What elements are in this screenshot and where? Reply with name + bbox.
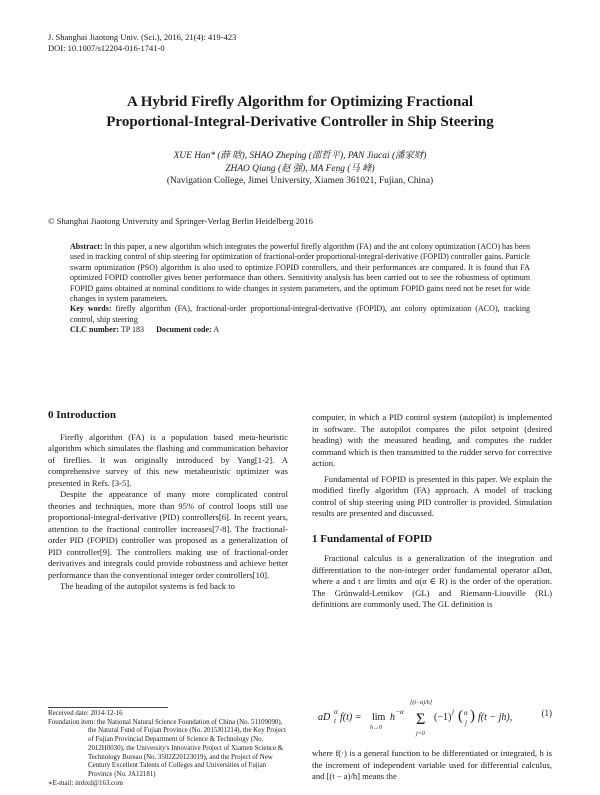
svg-text:h→0: h→0	[370, 725, 382, 731]
section-title-fundamental: 1 Fundamental of FOPID	[312, 532, 433, 545]
svg-text:h: h	[390, 712, 395, 723]
svg-text:[(t−a)/h]: [(t−a)/h]	[410, 700, 433, 706]
title-line-1: A Hybrid Firefly Algorithm for Optimizing Fractional	[126, 94, 474, 110]
svg-text:α: α	[334, 708, 338, 716]
abstract-text: In this paper, a new algorithm which integrates the powerful firefly algorithm (FA) and the ant colony optimization (ACO) has been used in tracking control of ship steering for optimization of fractional-order proportional-integral-derivative (FOPID) controller gains. Particle swarm optimization (PSO) algorithm is also used to optimize FOPID controllers, and their performances are compared. It is found that FA optimized FOPID controller gives better performance than others. Sensitivity analysis has been carried out to see the robustness of optimum FOPID gains obtained at nominal conditions to wide changes in system parameters, and the optimum FOPID gains need not be reset for wide changes in system parameters.	[70, 242, 530, 304]
equation-1	[312, 690, 552, 740]
intro-paragraph-3: The heading of the autopilot systems is fed back to	[60, 581, 235, 591]
svg-text:j: j	[465, 719, 467, 727]
intro-paragraph-2: Despite the appearance of many more complicated control theories and techniques, more than 95% of control loops still use proportional-integral-derivative (PID) controllers[6]. In recent years, attention to the fractional controller increases[7-8]. The fractional-order PID (FOPID) controller was proposed as a generalization of PID controller[9]. The controllers making use of fractional-order derivatives and integrals could provide robustness and achieve better performance than the conventional integer order controllers[10].	[48, 489, 288, 580]
svg-text:f(t) =: f(t) =	[340, 712, 362, 723]
journal-citation: J. Shanghai Jiaotong Univ. (Sci.), 2016, 21(4): 419-423	[48, 32, 237, 42]
svg-text:(−1): (−1)	[434, 712, 452, 723]
svg-text:Σ: Σ	[416, 711, 426, 728]
received-date: Received date: 2014-12-16	[48, 710, 123, 717]
author-line-2: ZHAO Qiang (赵 强), MA Feng (马 峰)	[225, 163, 375, 174]
doccode-value: A	[213, 325, 220, 335]
footnote-divider	[48, 707, 168, 708]
equation-number: (1)	[541, 708, 552, 718]
author-line-1: XUE Han* (薛 晗), SHAO Zheping (邵哲平), PAN Jiacai (潘家财)	[173, 151, 427, 161]
journal-doi: DOI: 10.1007/s12204-016-1741-0	[48, 43, 165, 53]
svg-text:α: α	[464, 709, 468, 717]
fundamental-paragraph-1: Fractional calculus is a generalization of the integration and differentiation to the non-integer order fundamental operator aDαt, where a and t are limits and α(α ∈ R) is the order of the operation. The Grünwald-Letnikov (GL) and Riemann-Liouville (RL) definitions are commonly used. The GL definition is	[312, 553, 552, 609]
fundamental-paragraph-2: where f(·) is a general function to be differentiated or integrated, h is the increment of independent variable used for differential calculus, and [(t − a)/h] means the	[312, 748, 552, 781]
svg-text:j: j	[452, 708, 454, 716]
svg-text:−α: −α	[396, 708, 404, 716]
author-block	[60, 150, 540, 188]
gl-definition-formula	[312, 690, 532, 740]
svg-text:): )	[470, 708, 475, 724]
abstract-block	[70, 242, 530, 336]
affiliation: (Navigation College, Jimei University, Xiamen 361021, Fujian, China)	[166, 176, 434, 186]
abstract-label: Abstract:	[70, 242, 103, 251]
paper-title	[60, 92, 540, 132]
left-column	[48, 410, 288, 593]
clc-value: TP 183	[120, 325, 145, 335]
svg-text:aD: aD	[318, 712, 331, 723]
title-line-2: Proportional-Integral-Derivative Controller in Ship Steering	[106, 114, 494, 130]
svg-text:f(t − jh),: f(t − jh),	[478, 712, 513, 723]
right-paragraph-1: computer, in which a PID control system (autopilot) is implemented in software. The autopilot compares the pilot setpoint (desired heading) with the measured heading, and computes the rudder command which is then transmitted to the rudder servo for corrective action.	[312, 412, 552, 468]
right-column-tail	[312, 748, 552, 783]
intro-paragraph-1: Firefly algorithm (FA) is a population based meta-heuristic algorithm which simulates the flashing and communication behavior of fireflies. It was originally introduced by Yang[1-2]. A comprehensive survey of this new metaheuristic optimizer was presented in Refs. [3-5].	[48, 431, 288, 488]
journal-header	[48, 32, 236, 54]
footnotes	[48, 710, 288, 788]
clc-label: CLC number:	[70, 325, 119, 335]
doccode-label: Document code:	[156, 325, 212, 335]
right-paragraph-2: Fundamental of FOPID is presented in this paper. We explain the modified firefly algorithm (FA) approach. A model of tracking control of ship steering using PID controller is provided. Simulation results are presented and discussed.	[312, 473, 552, 518]
keywords-text: firefly algorithm (FA), fractional-order proportional-integral-derivative (FOPID), ant colony optimization (ACO), tracking control, ship steering	[70, 304, 531, 324]
right-column	[312, 412, 552, 611]
svg-text:j=0: j=0	[416, 731, 425, 737]
svg-text:lim: lim	[372, 712, 386, 723]
copyright-notice: © Shanghai Jiaotong University and Springer-Verlag Berlin Heidelberg 2016	[48, 216, 313, 226]
foundation-item: Foundation item: the National Natural Science Foundation of China (No. 51109090), the Natural Fund of Fujian Province (No. 2015J01214), the Key Project of Fujian Provincial Department of Science & Technology (No. 2012H0030), the University's Innovative Project of Xiamen Science & Technology Bureau (No. 3502Z20123019), and the Project of New Century Excellent Talents of Colleges and Universities of Fujian Province (No. JA12181)	[48, 718, 286, 778]
section-title-introduction: 0 Introduction	[48, 409, 116, 421]
email-note: ∗E-mail: imhxd@163.com	[48, 779, 123, 787]
svg-text:(: (	[458, 708, 463, 724]
keywords-label: Key words:	[70, 304, 112, 314]
svg-text:t: t	[334, 717, 336, 725]
